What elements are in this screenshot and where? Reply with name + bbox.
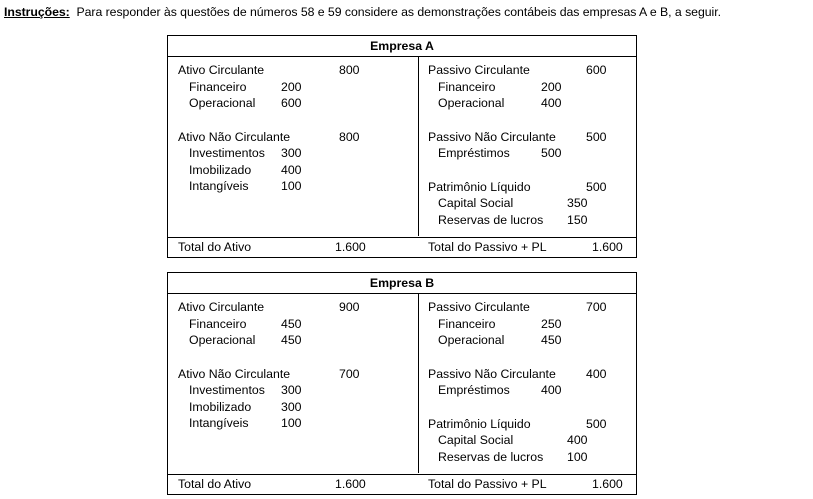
row-label: Financeiro	[189, 79, 247, 94]
row-value: 400	[541, 96, 562, 110]
total-passivo-pl-label: Total do Passivo + PL	[428, 477, 547, 491]
row-value: 700	[339, 366, 360, 381]
row-emprestimos	[419, 145, 636, 162]
row-spacer	[419, 399, 636, 416]
row-imobilizado	[168, 399, 418, 416]
row-ativo-circulante	[168, 62, 418, 79]
row-value: 450	[541, 333, 562, 347]
row-label: Reservas de lucros	[438, 449, 544, 464]
row-label: Empréstimos	[438, 383, 510, 397]
total-ativo-value: 1.600	[335, 477, 366, 491]
row-label: Ativo Circulante	[178, 300, 265, 314]
row-label: Passivo Circulante	[428, 63, 530, 77]
total-passivo-pl-value: 1.600	[592, 240, 623, 254]
row-spacer	[419, 349, 636, 366]
row-intangiveis	[168, 415, 418, 432]
instructions-label: Instruções:	[4, 5, 70, 19]
row-patrimonio-liquido	[419, 416, 636, 433]
total-passivo-pl-value: 1.600	[592, 477, 623, 491]
row-value: 200	[541, 79, 562, 94]
total-ativo-value: 1.600	[335, 240, 366, 254]
row-label: Ativo Não Circulante	[178, 366, 291, 381]
row-label: Capital Social	[438, 196, 514, 210]
row-financeiro	[419, 79, 636, 96]
row-label: Imobilizado	[189, 162, 252, 177]
row-value: 900	[339, 300, 360, 314]
sheet-body-b	[168, 294, 636, 464]
row-value: 400	[567, 433, 588, 447]
row-label: Ativo Não Circulante	[178, 129, 291, 144]
row-value: 150	[567, 212, 588, 227]
row-ativo-nao-circulante	[168, 366, 418, 383]
row-label: Intangíveis	[189, 416, 249, 430]
row-value: 300	[281, 399, 302, 414]
row-label: Reservas de lucros	[438, 212, 544, 227]
row-passivo-circulante	[419, 62, 636, 79]
row-value: 200	[281, 79, 302, 94]
row-passivo-circulante	[419, 299, 636, 316]
row-passivo-nao-circulante	[419, 366, 636, 383]
row-imobilizado	[168, 162, 418, 179]
row-value: 350	[567, 196, 588, 210]
row-label: Investimentos	[189, 383, 265, 397]
row-value: 100	[567, 449, 588, 464]
row-ativo-circulante	[168, 299, 418, 316]
row-value: 450	[281, 333, 302, 347]
liabilities-column-b	[419, 294, 636, 464]
row-value: 450	[281, 316, 302, 331]
row-financeiro	[168, 79, 418, 96]
row-financeiro	[168, 316, 418, 333]
row-value: 500	[586, 179, 607, 194]
row-investimentos	[168, 382, 418, 399]
row-operacional	[168, 332, 418, 349]
row-label: Capital Social	[438, 433, 514, 447]
row-label: Operacional	[189, 333, 256, 347]
liabilities-column-a	[419, 57, 636, 227]
row-label: Investimentos	[189, 146, 265, 160]
row-value: 400	[281, 162, 302, 177]
row-label: Operacional	[438, 96, 505, 110]
row-label: Passivo Não Circulante	[428, 366, 556, 381]
row-operacional	[419, 95, 636, 112]
row-value: 500	[586, 416, 607, 431]
row-label: Passivo Não Circulante	[428, 129, 556, 144]
row-value: 500	[541, 146, 562, 160]
row-financeiro	[419, 316, 636, 333]
total-passivo-pl-label: Total do Passivo + PL	[428, 240, 547, 254]
totals-row-a	[168, 237, 636, 257]
row-label: Patrimônio Líquido	[428, 416, 531, 431]
assets-column-b	[168, 294, 418, 453]
assets-column-a	[168, 57, 418, 216]
row-spacer	[419, 162, 636, 179]
sheet-title-a: Empresa A	[168, 36, 636, 57]
row-label: Imobilizado	[189, 399, 252, 414]
row-operacional	[168, 95, 418, 112]
total-ativo-label: Total do Ativo	[178, 477, 252, 491]
balance-sheet-empresa-a	[167, 35, 637, 258]
row-reservas-de-lucros	[419, 212, 636, 229]
row-emprestimos	[419, 382, 636, 399]
row-spacer	[168, 349, 418, 366]
row-label: Financeiro	[438, 316, 496, 331]
row-reservas-de-lucros	[419, 449, 636, 466]
row-ativo-nao-circulante	[168, 129, 418, 146]
row-value: 700	[586, 300, 607, 314]
row-label: Financeiro	[189, 316, 247, 331]
row-label: Operacional	[189, 96, 256, 110]
instructions-line	[4, 4, 809, 20]
row-intangiveis	[168, 178, 418, 195]
row-spacer	[168, 112, 418, 129]
instructions-text: Para responder às questões de números 58 e 59 considere as demonstrações contábeis das empresas A e B, a seguir.	[76, 5, 721, 19]
row-label: Empréstimos	[438, 146, 510, 160]
row-operacional	[419, 332, 636, 349]
row-label: Operacional	[438, 333, 505, 347]
row-label: Patrimônio Líquido	[428, 179, 531, 194]
row-label: Financeiro	[438, 79, 496, 94]
row-value: 400	[586, 366, 607, 381]
total-ativo-label: Total do Ativo	[178, 240, 252, 254]
row-value: 300	[281, 383, 302, 397]
row-spacer	[419, 112, 636, 129]
row-value: 400	[541, 383, 562, 397]
totals-row-b	[168, 474, 636, 494]
row-value: 600	[281, 96, 302, 110]
row-value: 800	[339, 63, 360, 77]
sheet-title-b: Empresa B	[168, 273, 636, 294]
row-capital-social	[419, 195, 636, 212]
sheet-body-a	[168, 57, 636, 227]
row-label: Passivo Circulante	[428, 300, 530, 314]
row-investimentos	[168, 145, 418, 162]
row-capital-social	[419, 432, 636, 449]
row-value: 300	[281, 146, 302, 160]
row-label: Intangíveis	[189, 179, 249, 193]
row-label: Ativo Circulante	[178, 63, 265, 77]
row-value: 600	[586, 63, 607, 77]
row-value: 100	[281, 416, 302, 430]
row-value: 800	[339, 129, 360, 144]
row-value: 100	[281, 179, 302, 193]
balance-sheet-empresa-b	[167, 272, 637, 495]
row-passivo-nao-circulante	[419, 129, 636, 146]
row-patrimonio-liquido	[419, 179, 636, 196]
row-value: 500	[586, 129, 607, 144]
row-value: 250	[541, 316, 562, 331]
